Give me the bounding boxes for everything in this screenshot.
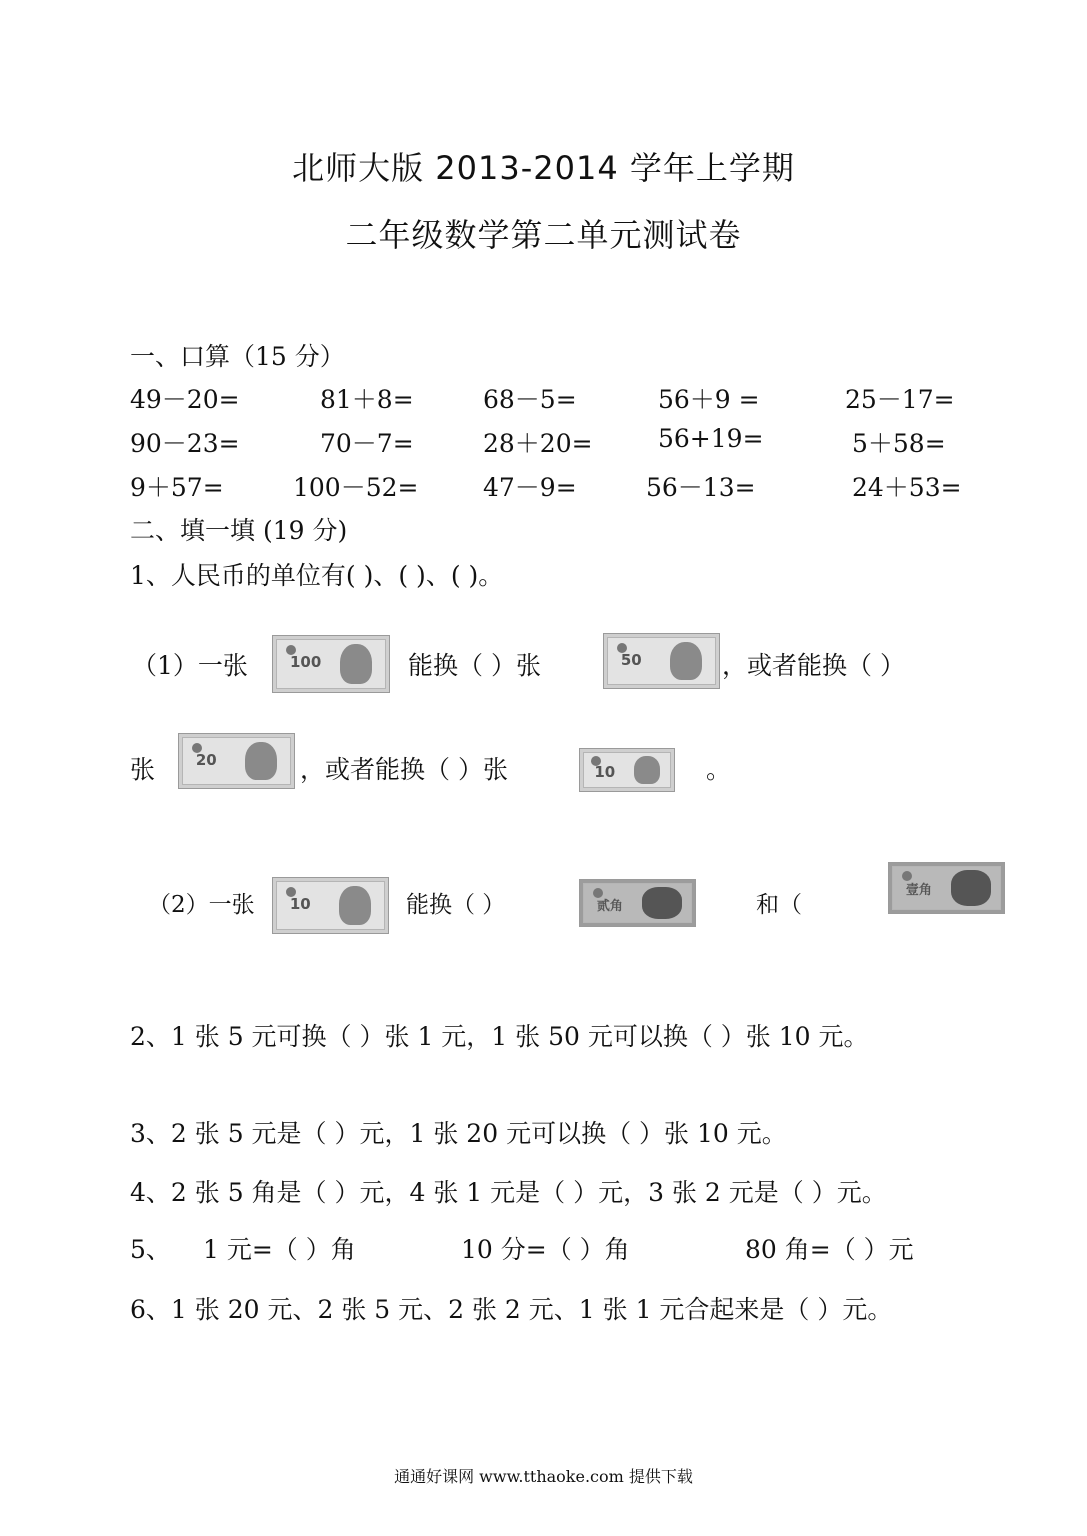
banknote-50-image: 50 xyxy=(603,633,720,689)
question-5-label: 5、 xyxy=(130,1235,171,1264)
question-5-part: 80 角=（ ）元 xyxy=(745,1235,914,1264)
calc-item: 70－7= xyxy=(320,429,414,458)
page-title: 北师大版 2013-2014 学年上学期 xyxy=(292,149,795,187)
question-5-part: 10 分=（ ）角 xyxy=(461,1235,630,1264)
q1-sub1-text: ，或者能换（ ） xyxy=(722,651,905,680)
calc-item: 56＋9 = xyxy=(658,385,760,414)
section2-heading: 二、填一填 (19 分) xyxy=(130,516,348,545)
q1-sub2-text: （2）一张 xyxy=(148,892,255,918)
calc-item: 90－23= xyxy=(130,429,240,458)
q1-sub1-text: 张 xyxy=(130,755,156,784)
calc-item: 81＋8= xyxy=(320,385,414,414)
q1-sub2-text: 能换（ ） xyxy=(406,892,506,918)
question-2: 2、1 张 5 元可换（ ）张 1 元，1 张 50 元可以换（ ）张 10 元。 xyxy=(130,1022,869,1051)
calc-item: 24＋53= xyxy=(852,473,962,502)
question-4: 4、2 张 5 角是（ ）元，4 张 1 元是（ ）元，3 张 2 元是（ ）元。 xyxy=(130,1178,887,1207)
calc-item: 25－17= xyxy=(845,385,955,414)
q1-sub2-text: 和（ xyxy=(756,892,802,918)
calc-item: 49－20= xyxy=(130,385,240,414)
question-6: 6、1 张 20 元、2 张 5 元、2 张 2 元、1 张 1 元合起来是（ ）元。 xyxy=(130,1295,893,1324)
calc-item: 5＋58= xyxy=(852,429,946,458)
banknote-20-image: 20 xyxy=(178,733,295,789)
calc-item: 28＋20= xyxy=(483,429,593,458)
question-1: 1、人民币的单位有( )、( )、( )。 xyxy=(130,561,504,590)
section1-heading: 一、口算（15 分） xyxy=(130,342,345,371)
question-3: 3、2 张 5 元是（ ）元，1 张 20 元可以换（ ）张 10 元。 xyxy=(130,1119,787,1148)
q1-sub1-text: （1）一张 xyxy=(132,651,248,680)
q1-sub1-text: 能换（ ）张 xyxy=(408,651,541,680)
q1-sub1-text: ，或者能换（ ）张 xyxy=(300,755,508,784)
calc-item: 47－9= xyxy=(483,473,577,502)
q1-sub1-text: 。 xyxy=(706,755,732,784)
banknote-1jiao-image: 壹角 xyxy=(888,862,1005,914)
calc-item: 56+19= xyxy=(658,424,764,453)
calc-item: 68－5= xyxy=(483,385,577,414)
calc-item: 56－13= xyxy=(646,473,756,502)
page-subtitle: 二年级数学第二单元测试卷 xyxy=(345,216,742,254)
banknote-100-image: 100 xyxy=(272,635,390,693)
question-5-part: 1 元=（ ）角 xyxy=(203,1235,356,1264)
footer-text: 通通好课网 www.tthaoke.com 提供下载 xyxy=(394,1467,693,1486)
calc-item: 9＋57= xyxy=(130,473,224,502)
banknote-10-image: 10 xyxy=(579,748,675,792)
banknote-2jiao-image: 贰角 xyxy=(579,879,696,927)
banknote-10-image: 10 xyxy=(272,877,389,934)
calc-item: 100－52= xyxy=(293,473,419,502)
